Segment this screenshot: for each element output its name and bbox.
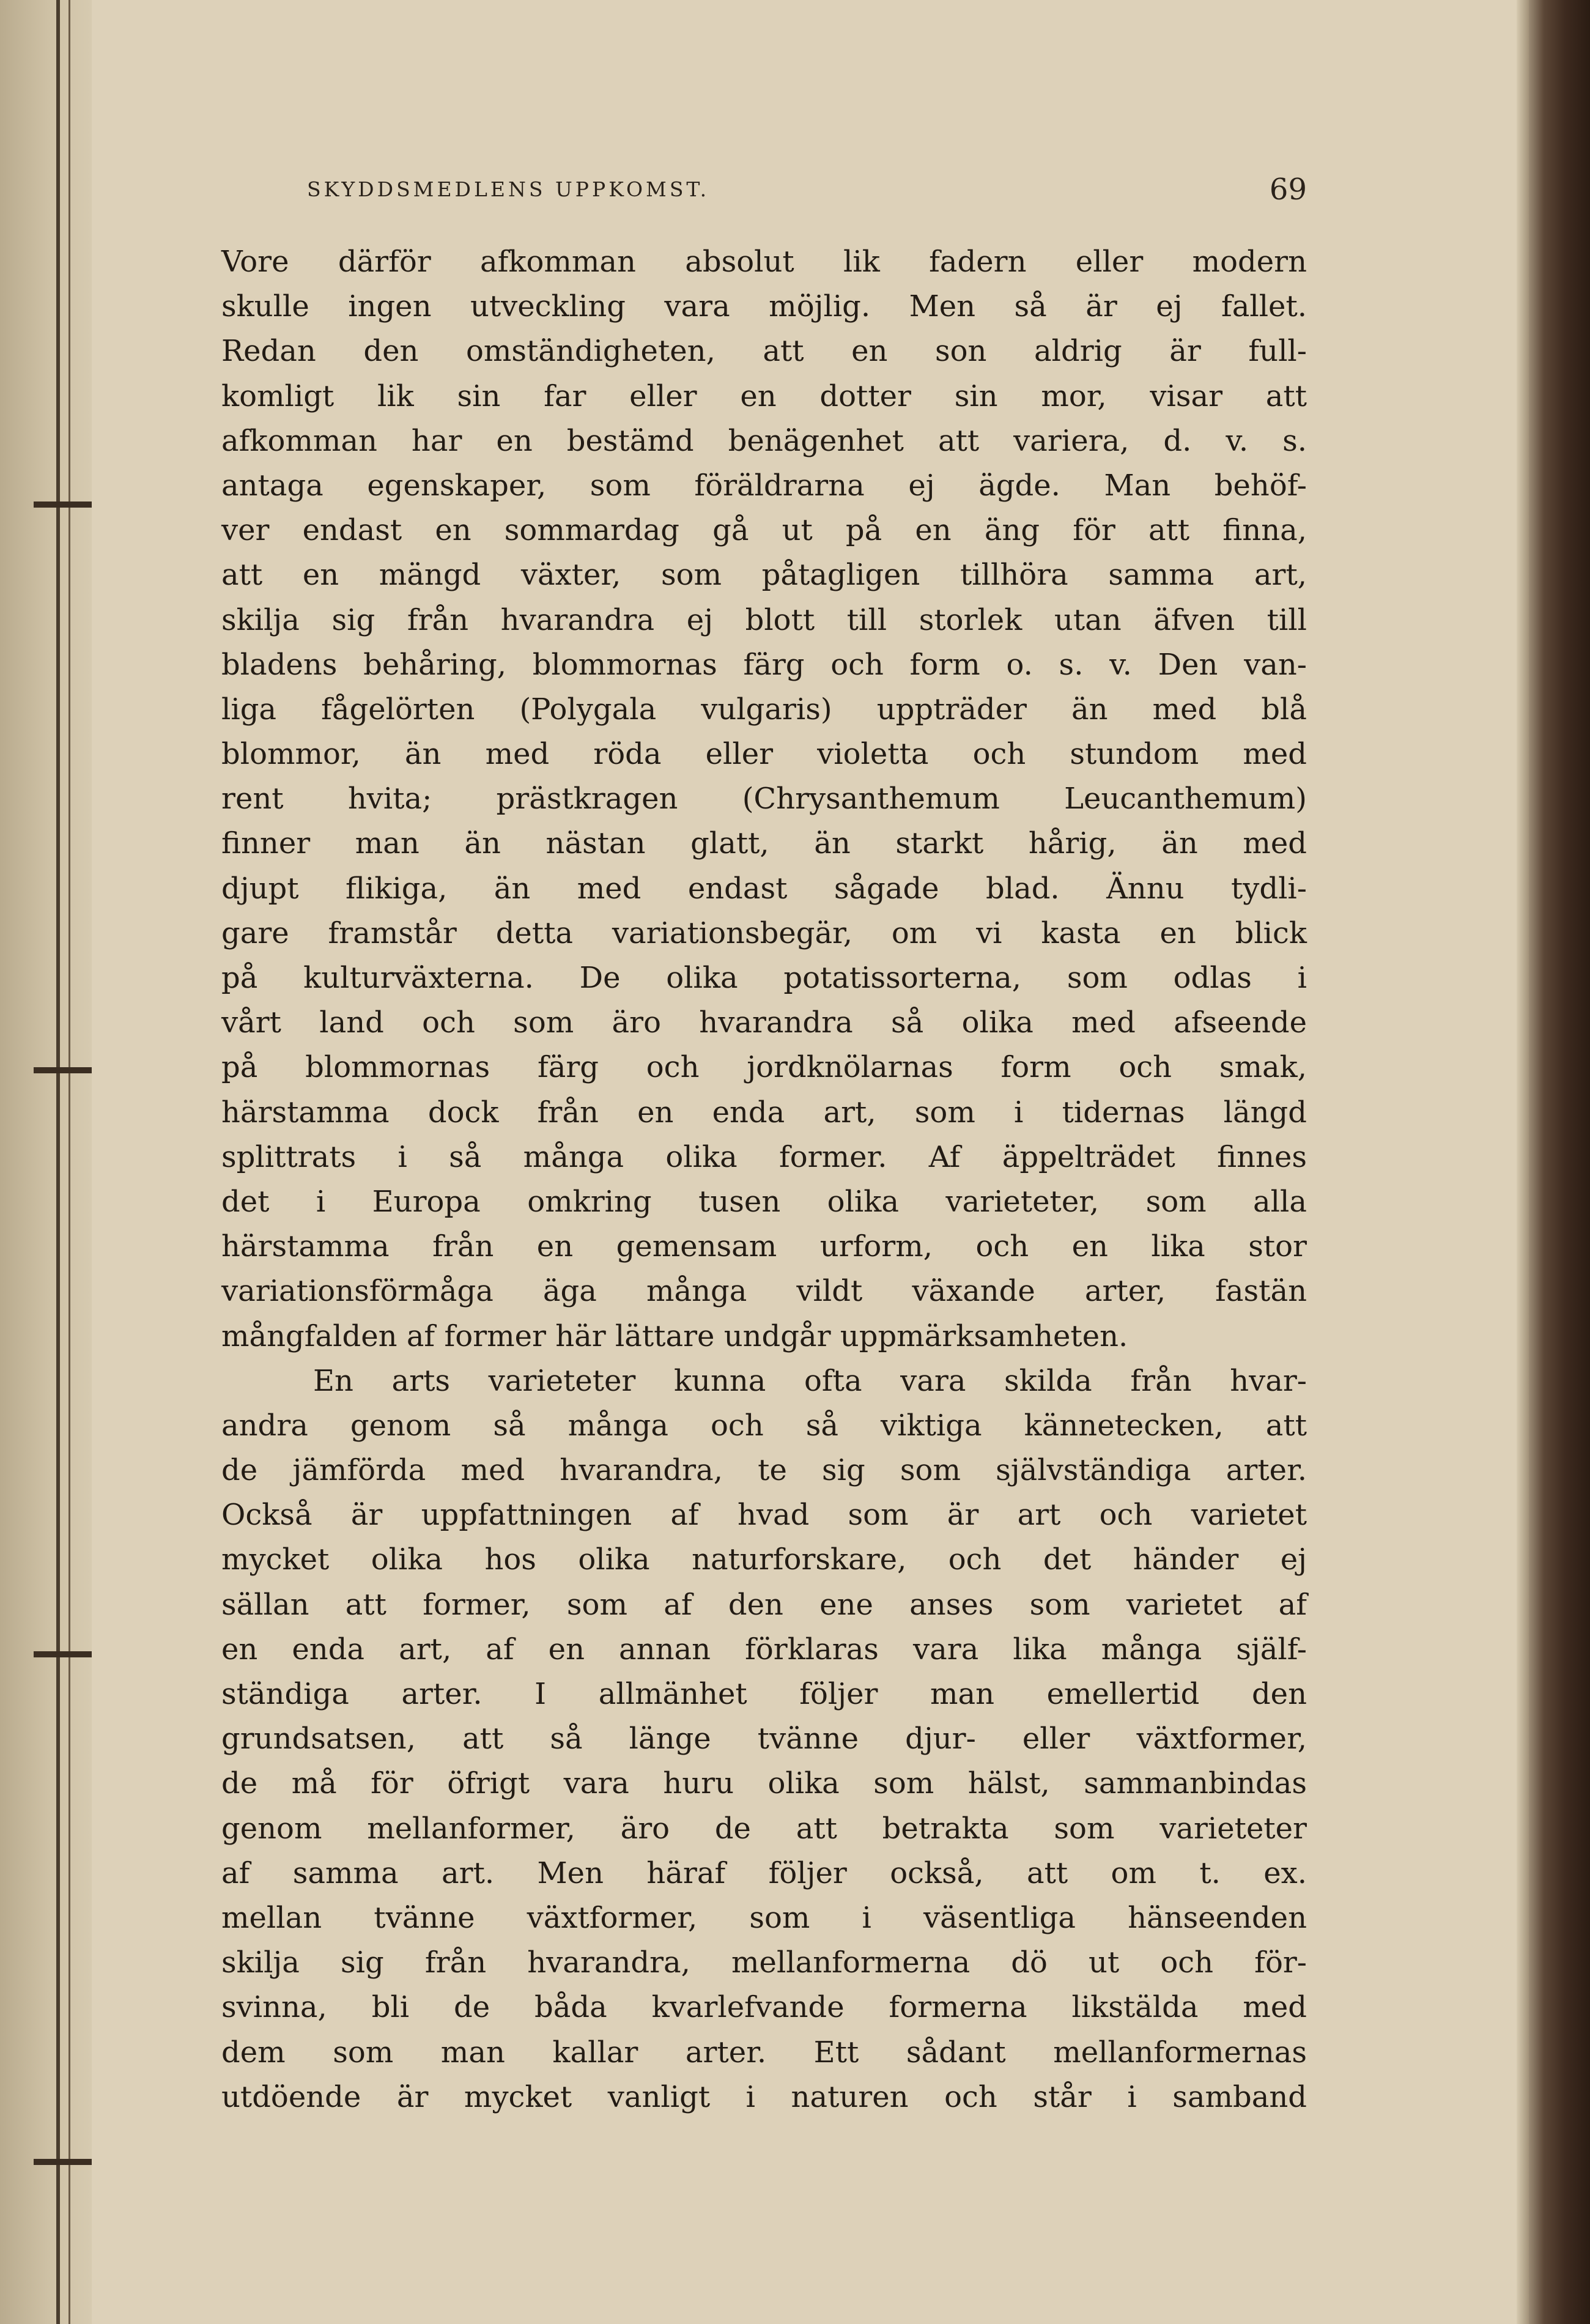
text-line: de jämförda med hvarandra, te sig som självständiga arter. [221,1453,1307,1488]
text-line: ver endast en sommardag gå ut på en äng för att finna, [221,513,1307,548]
text-line: mycket olika hos olika naturforskare, och det händer ej [221,1542,1307,1577]
text-line: utdöende är mycket vanligt i naturen och står i samband [221,2079,1307,2114]
text-line: komligt lik sin far eller en dotter sin mor, visar att [221,379,1307,413]
text-line: djupt flikiga, än med endast sågade blad. Ännu tydli- [221,871,1307,906]
text-line: ständiga arter. I allmänhet följer man emellertid den [221,1677,1307,1711]
text-line: dem som man kallar arter. Ett sådant mellanformernas [221,2035,1307,2070]
paragraph-last-line: mångfalden af former här lättare undgår uppmärksamheten. [221,1319,1128,1353]
text-line: rent hvita; prästkragen (Chrysanthemum Leucanthemum) [221,782,1307,816]
text-line: på kulturväxterna. De olika potatissorterna, som odlas i [221,961,1307,995]
paragraph-first-line: En arts varieteter kunna ofta vara skilda från hvar- [313,1363,1307,1398]
text-line: mellan tvänne växtformer, som i väsentliga hänseenden [221,1900,1307,1935]
text-line: splittrats i så många olika former. Af äppelträdet finnes [221,1139,1307,1174]
text-line: Vore därför afkomman absolut lik fadern eller modern [221,245,1307,279]
text-line: svinna, bli de båda kvarlefvande formerna likstälda med [221,1990,1307,2025]
text-line: antaga egenskaper, som föräldrarna ej ägde. Man behöf- [221,468,1307,503]
text-line: att en mängd växter, som påtagligen tillhöra samma art, [221,558,1307,593]
text-line: på blommornas färg och jordknölarnas form och smak, [221,1050,1307,1085]
text-line: en enda art, af en annan förklaras vara lika många själf- [221,1632,1307,1667]
text-line: af samma art. Men häraf följer också, att om t. ex. [221,1856,1307,1890]
text-line: bladens behåring, blommornas färg och form o. s. v. Den van- [221,647,1307,682]
binding-gutter [0,0,92,2324]
text-line: gare framstår detta variationsbegär, om vi kasta en blick [221,916,1307,950]
text-line: afkomman har en bestämd benägenhet att variera, d. v. s. [221,423,1307,458]
binding-stitch [34,1651,92,1657]
binding-fold-line [68,0,70,2324]
text-line: härstamma från en gemensam urform, och en lika stor [221,1229,1307,1264]
binding-stitch [34,2159,92,2165]
running-head: SKYDDSMEDLENS UPPKOMST. [307,177,710,201]
text-line: andra genom så många och så viktiga kännetecken, att [221,1408,1307,1443]
text-line: vårt land och som äro hvarandra så olika med afseende [221,1005,1307,1040]
text-line: liga fågelörten (Polygala vulgaris) uppträder än med blå [221,692,1307,727]
page-number: 69 [1269,172,1307,207]
text-line: Redan den omständigheten, att en son aldrig är full- [221,334,1307,369]
binding-thread [56,0,60,2324]
text-line: sällan att former, som af den ene anses som varietet af [221,1587,1307,1622]
text-line: skilja sig från hvarandra ej blott till storlek utan äfven till [221,602,1307,637]
page-header [224,172,1307,209]
binding-stitch [34,501,92,508]
text-line: skulle ingen utveckling vara möjlig. Men så är ej fallet. [221,289,1307,324]
text-line: det i Europa omkring tusen olika varieteter, som alla [221,1184,1307,1219]
text-line: skilja sig från hvarandra, mellanformerna dö ut och för- [221,1945,1307,1980]
binding-stitch [34,1067,92,1073]
text-line: Också är uppfattningen af hvad som är art och varietet [221,1498,1307,1533]
text-line: variationsförmåga äga många vildt växande arter, fastän [221,1274,1307,1309]
text-line: grundsatsen, att så länge tvänne djur- eller växtformer, [221,1722,1307,1756]
text-line: härstamma dock från en enda art, som i tidernas längd [221,1095,1307,1130]
text-line: de må för öfrigt vara huru olika som hälst, sammanbindas [221,1766,1307,1801]
text-line: genom mellanformer, äro de att betrakta som varieteter [221,1811,1307,1846]
text-line: blommor, än med röda eller violetta och stundom med [221,737,1307,772]
book-spine [1529,0,1590,2324]
text-line: finner man än nästan glatt, än starkt hårig, än med [221,826,1307,861]
body-text [221,240,1307,2120]
